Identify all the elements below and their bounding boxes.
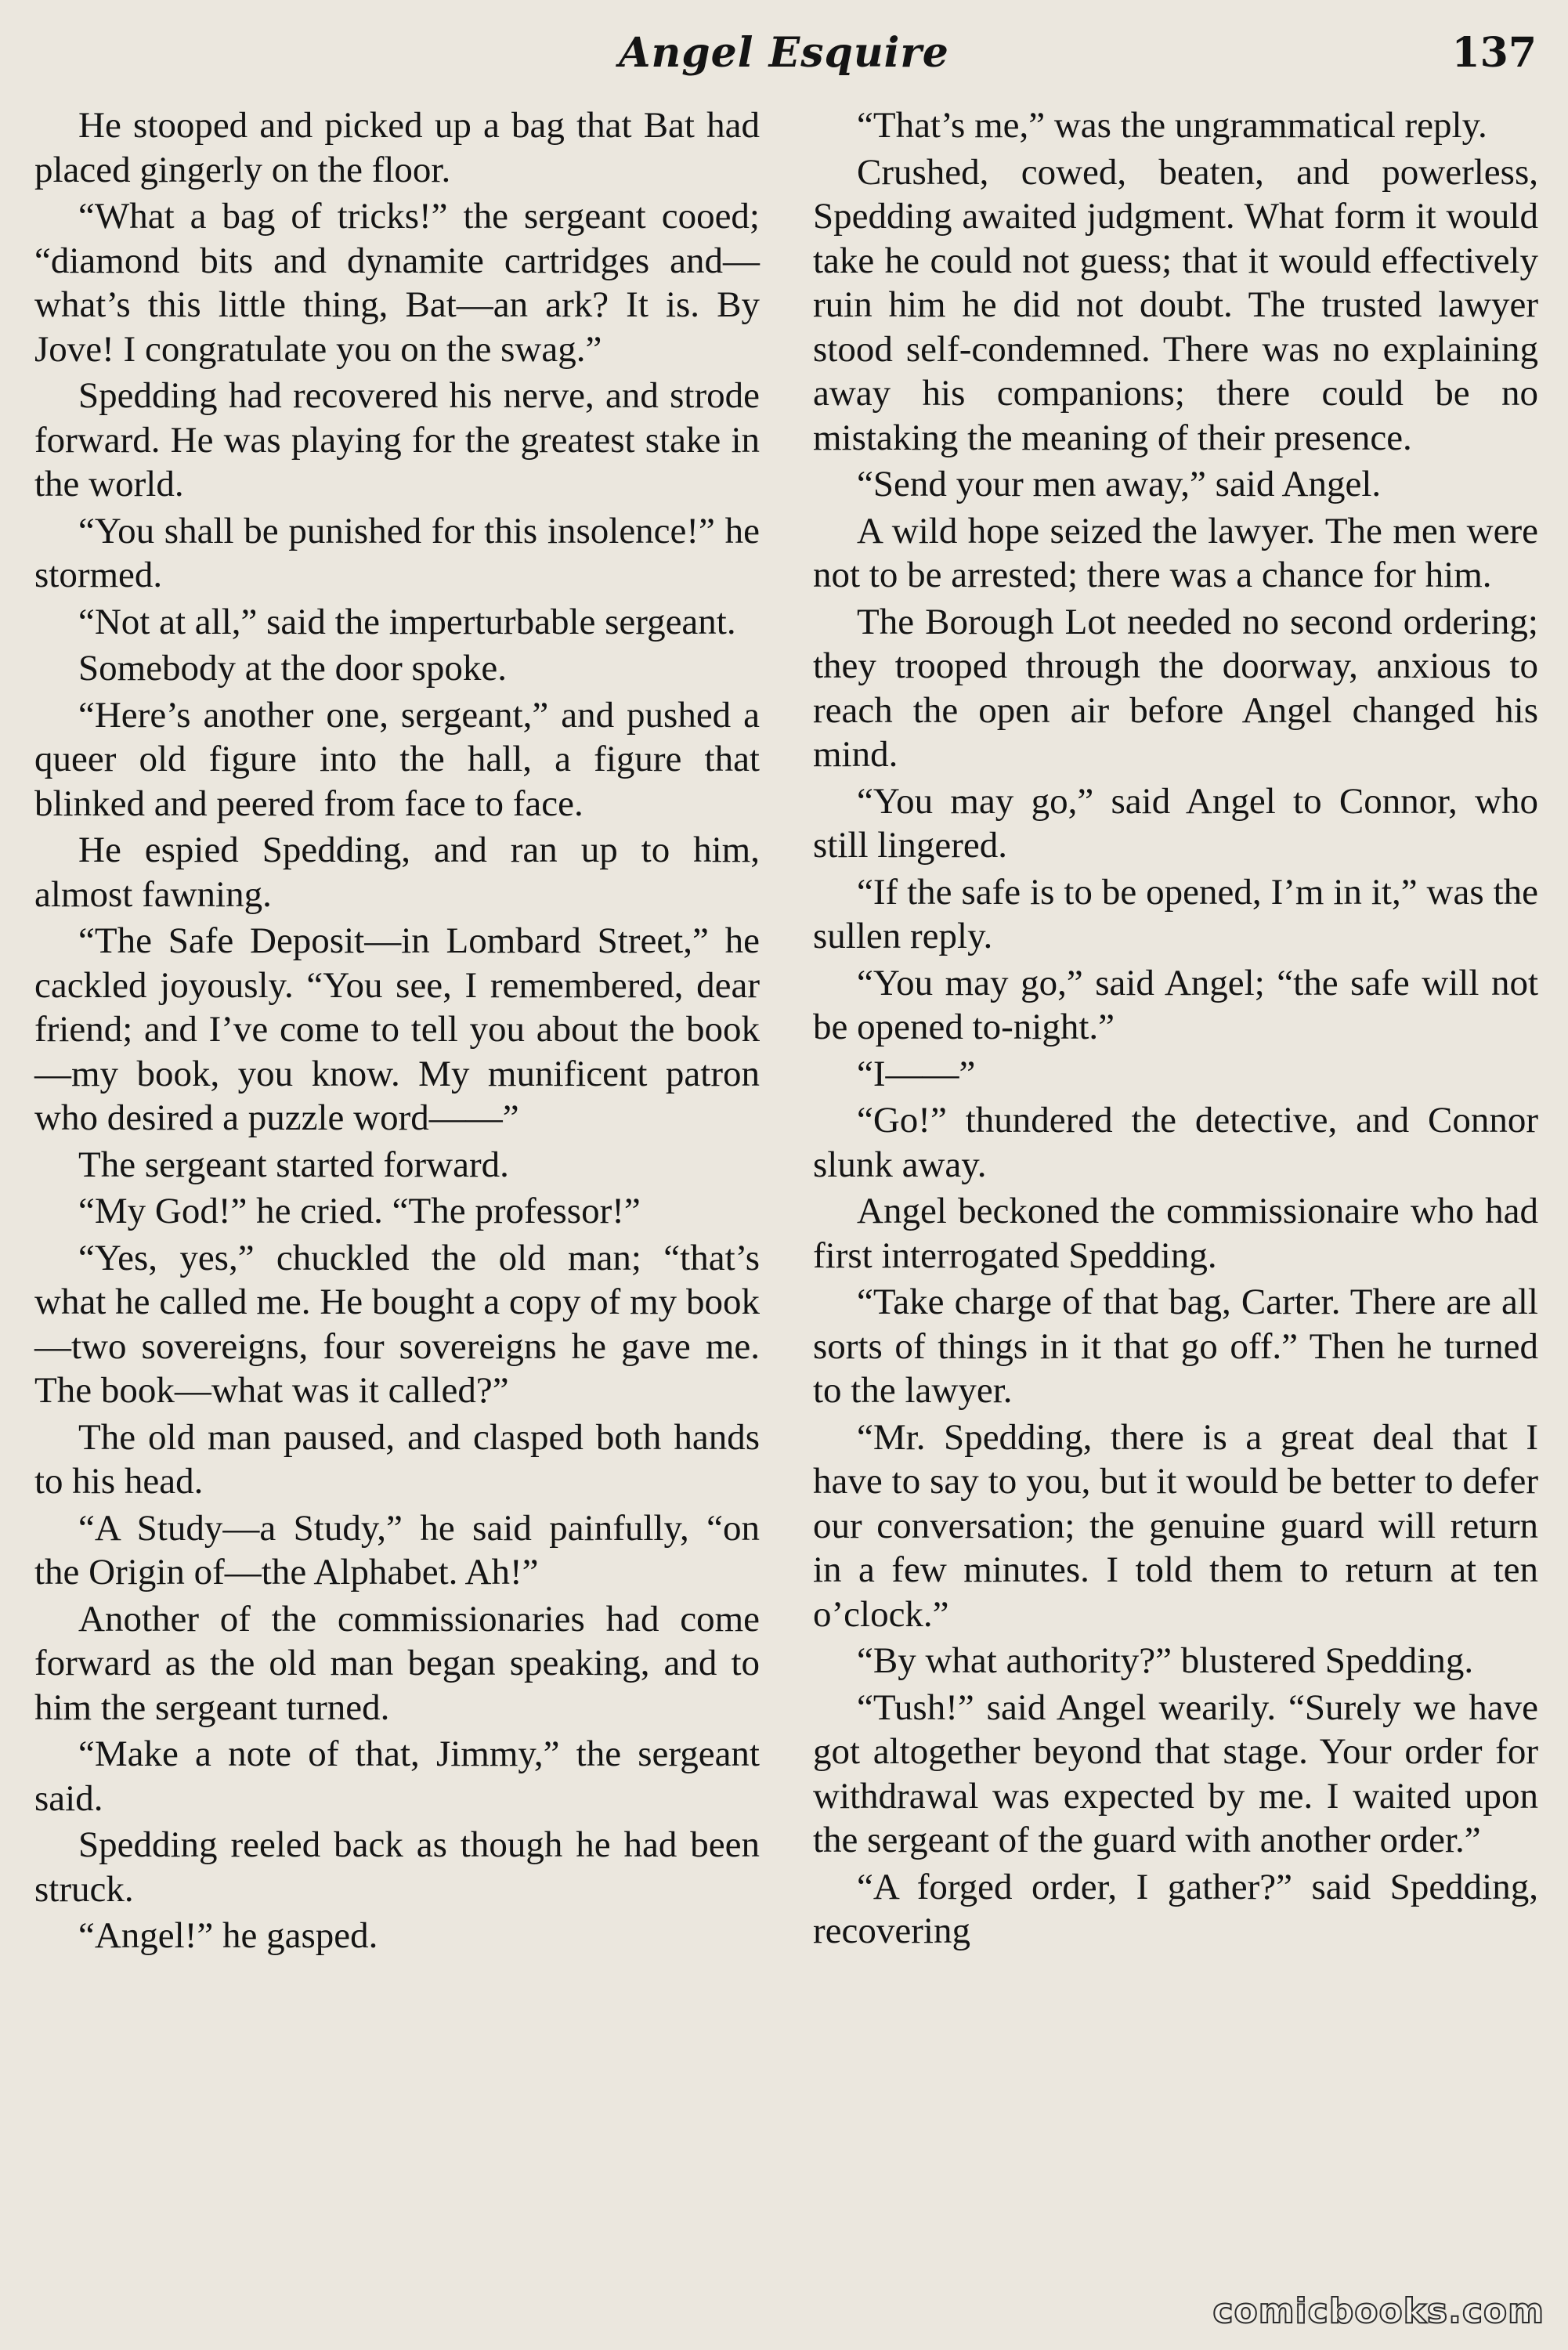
paragraph: “You may go,” said Angel; “the safe will not be opened to-night.” (813, 962, 1538, 1047)
paragraph: “Send your men away,” said Angel. (857, 464, 1382, 504)
paragraph: “I——” (857, 1053, 976, 1094)
paragraph: “Not at all,” said the imperturbable sergeant. (78, 601, 736, 642)
paragraph: “By what authority?” blustered Spedding. (857, 1640, 1474, 1681)
paragraph: “My God!” he cried. “The professor!” (78, 1191, 641, 1231)
paragraph: “Make a note of that, Jimmy,” the sergeant said. (34, 1734, 760, 1819)
paragraph: The sergeant started forward. (78, 1144, 509, 1185)
paragraph: Crushed, cowed, beaten, and powerless, Spedding awaited judgment. What form it would take he could not guess; that it would effectively ruin him he did not doubt. The trusted lawyer stood self-condemned. There was no explaining away his companions; there could be no mistaking the meaning of their presence. (813, 151, 1538, 458)
paragraph: He espied Spedding, and ran up to him, almost fawning. (34, 830, 760, 915)
left-column (34, 103, 760, 1961)
site-watermark: comicbooks.com (1212, 2291, 1545, 2331)
paragraph: He stooped and picked up a bag that Bat had placed gingerly on the floor. (34, 105, 760, 190)
paragraph: “Here’s another one, sergeant,” and pushed a queer old figure into the hall, a figure that blinked and peered from face to face. (34, 694, 760, 824)
paragraph: A wild hope seized the lawyer. The men were not to be arrested; there was a chance for him. (813, 510, 1538, 595)
paragraph: “Mr. Spedding, there is a great deal that I have to say to you, but it would be better to defer our conversation; the genuine guard will return in a few minutes. I told them to return at ten o’clock.” (813, 1416, 1538, 1635)
paragraph: Spedding had recovered his nerve, and strode forward. He was playing for the greatest stake in the world. (34, 375, 760, 504)
page-number: 137 (1451, 29, 1537, 77)
paragraph: “The Safe Deposit—in Lombard Street,” he cackled joyously. “You see, I remembered, dear friend; and I’ve come to tell you about the book—my book, you know. My munificent patron who desired a puzzle word——” (34, 920, 760, 1138)
right-column (813, 103, 1538, 1956)
paragraph: The old man paused, and clasped both hands to his head. (34, 1416, 760, 1502)
paragraph: “Take charge of that bag, Carter. There are all sorts of things in it that go off.” Then he turned to the lawyer. (813, 1282, 1538, 1411)
paragraph: “You shall be punished for this insolence!” he stormed. (34, 510, 760, 595)
paragraph: Somebody at the door spoke. (78, 648, 507, 689)
paragraph: Spedding reeled back as though he had been struck. (34, 1824, 760, 1910)
paragraph: “Yes, yes,” chuckled the old man; “that’s what he called me. He bought a copy of my book—two sovereigns, four sovereigns he gave me. The book—what was it called?” (34, 1237, 760, 1411)
paragraph: “What a bag of tricks!” the sergeant cooed; “diamond bits and dynamite cartridges and—what’s this little thing, Bat—an ark? It is. By Jove! I congratulate you on the swag.” (34, 196, 760, 370)
paragraph: “Go!” thundered the detective, and Connor slunk away. (813, 1100, 1538, 1185)
paragraph: “Angel!” he gasped. (78, 1915, 378, 1956)
paragraph: “Tush!” said Angel wearily. “Surely we have got altogether beyond that stage. Your order for withdrawal was expected by me. I waited upon the sergeant of the guard with another order.” (813, 1687, 1538, 1860)
paragraph: Another of the commissionaries had come forward as the old man began speaking, and to him the sergeant turned. (34, 1598, 760, 1728)
paragraph: “That’s me,” was the ungrammatical reply. (857, 105, 1487, 146)
paragraph: Angel beckoned the commissionaire who had first interrogated Spedding. (813, 1191, 1538, 1276)
paragraph: “You may go,” said Angel to Connor, who still lingered. (813, 780, 1538, 866)
paragraph: “A forged order, I gather?” said Spedding, recovering (813, 1866, 1538, 1951)
paragraph: “A Study—a Study,” he said painfully, “on the Origin of—the Alphabet. Ah!” (34, 1507, 760, 1593)
paragraph: “If the safe is to be opened, I’m in it,” was the sullen reply. (813, 871, 1538, 956)
running-title: Angel Esquire (619, 29, 949, 77)
paragraph: The Borough Lot needed no second ordering; they trooped through the doorway, anxious to reach the open air before Angel changed his mind. (813, 601, 1538, 775)
